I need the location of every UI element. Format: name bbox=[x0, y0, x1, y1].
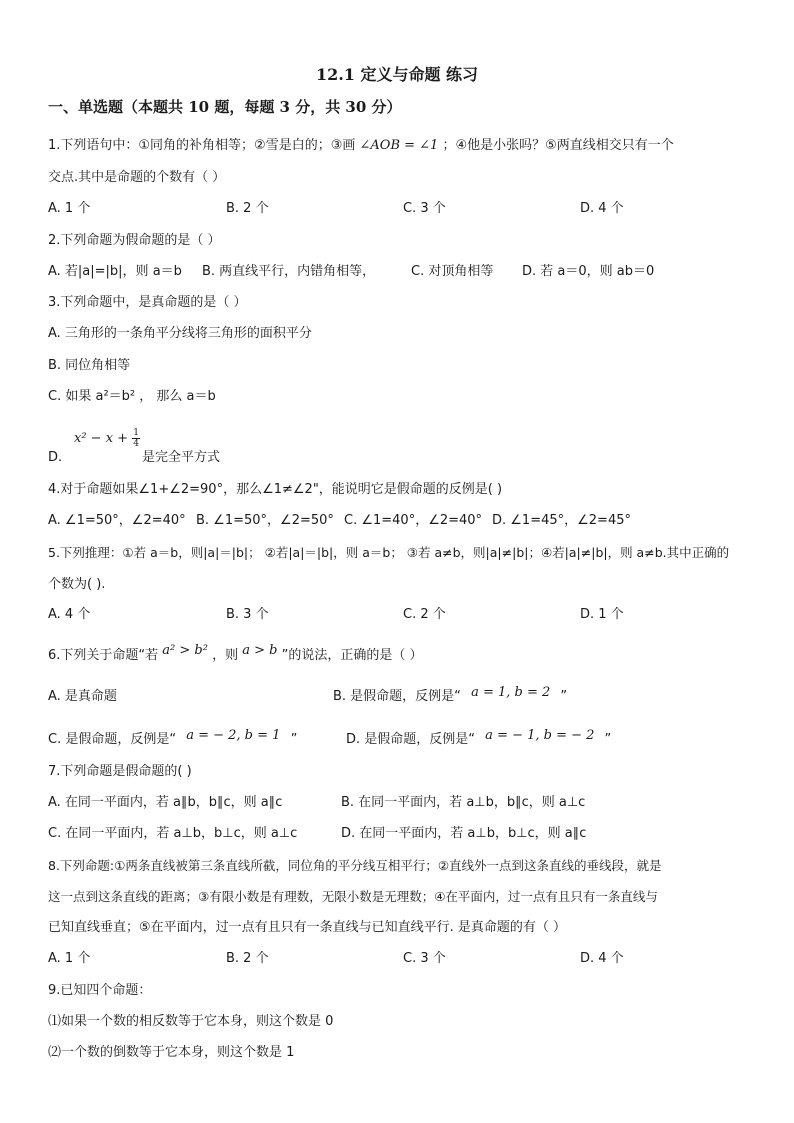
question-8-line-2: 这一点到这条直线的距离；③有限小数是有理数，无限小数是无理数；④在平面内，过一点有且只有一条直线与 bbox=[48, 889, 658, 904]
question-1-stem bbox=[48, 137, 674, 155]
question-3-option-d-label: D. bbox=[48, 450, 63, 465]
question-8-option-d: D. 4 个 bbox=[580, 951, 624, 966]
question-6-option-c bbox=[48, 728, 298, 749]
question-7-option-c: C. 在同一平面内，若 a⊥b，b⊥c，则 a⊥c bbox=[48, 826, 298, 841]
question-4-option-b: B. ∠1=50°，∠2=50° bbox=[196, 513, 334, 528]
fraction-denominator: 4 bbox=[133, 439, 139, 449]
question-6-option-d-quote: ” bbox=[604, 732, 612, 747]
question-7-stem: 7.下列命题是假命题的( ) bbox=[48, 764, 192, 779]
question-7-option-a: A. 在同一平面内，若 a∥b，b∥c，则 a∥c bbox=[48, 795, 283, 810]
question-6-option-b-math: a = 1, b = 2 bbox=[471, 685, 551, 700]
question-8-line-3: 已知直线垂直；⑤在平面内，过一点有且只有一条直线与已知直线平行. 是真命题的有（ ） bbox=[48, 920, 567, 935]
question-6-option-c-quote: ” bbox=[290, 732, 298, 747]
question-1-math: ∠AOB = ∠1 bbox=[359, 138, 439, 153]
question-1-option-c: C. 3 个 bbox=[403, 201, 446, 216]
question-3-option-d-math: x² − x + bbox=[74, 431, 129, 446]
question-6-text-c: ”的说法，正确的是（ ） bbox=[281, 648, 423, 663]
question-8-option-a: A. 1 个 bbox=[48, 951, 91, 966]
question-6-text-a: 6.下列关于命题“若 bbox=[48, 648, 159, 663]
question-3-stem: 3.下列命题中，是真命题的是（ ） bbox=[48, 295, 247, 310]
question-6-option-b bbox=[333, 685, 568, 706]
question-6-option-c-text: C. 是假命题，反例是“ bbox=[48, 732, 177, 747]
question-2-stem: 2.下列命题为假命题的是（ ） bbox=[48, 233, 221, 248]
question-5-option-a: A. 4 个 bbox=[48, 607, 91, 622]
question-3-option-c-text-a: C. 如果 a²＝b² bbox=[48, 389, 136, 404]
question-1-option-d: D. 4 个 bbox=[580, 201, 624, 216]
question-5-option-d: D. 1 个 bbox=[580, 607, 624, 622]
question-8-line-1: 8.下列命题:①两条直线被第三条直线所截，同位角的平分线互相平行；②直线外一点到这条直线的垂线段，就是 bbox=[48, 858, 662, 873]
question-8-option-b: B. 2 个 bbox=[226, 951, 269, 966]
question-3-option-b: B. 同位角相等 bbox=[48, 358, 131, 373]
question-3-option-d-expression bbox=[74, 428, 140, 449]
question-2-option-a: A. 若|a|=|b|，则 a＝b bbox=[48, 264, 182, 279]
fraction-numerator: 1 bbox=[133, 428, 139, 438]
question-8-option-c: C. 3 个 bbox=[403, 951, 446, 966]
question-6-math-2: a > b bbox=[242, 643, 278, 658]
question-5-stem: 5.下列推理：①若 a＝b，则|a|＝|b|； ②若|a|＝|b|，则 a＝b； ③若 a≠b，则|a|≠|b|；④若|a|≠|b|，则 a≠b.其中正确的 bbox=[48, 545, 730, 560]
question-4-option-d: D. ∠1=45°，∠2=45° bbox=[492, 513, 631, 528]
question-1-option-a: A. 1 个 bbox=[48, 201, 91, 216]
question-2-option-d: D. 若 a＝0，则 ab＝0 bbox=[522, 264, 655, 279]
question-9-stem: 9.已知四个命题： bbox=[48, 983, 152, 998]
question-6-option-d-math: a = − 1, b = − 2 bbox=[485, 728, 595, 743]
question-6-option-d bbox=[346, 728, 612, 749]
question-1-stem-cont: 交点.其中是命题的个数有（ ） bbox=[48, 170, 226, 185]
question-6-text-b: ，则 bbox=[212, 648, 239, 663]
question-9-item-1: ⑴如果一个数的相反数等于它本身，则这个数是 0 bbox=[48, 1014, 334, 1029]
question-2-option-b: B. 两直线平行，内错角相等， bbox=[202, 264, 376, 279]
question-6-option-b-quote: ” bbox=[560, 689, 568, 704]
question-6-option-d-text: D. 是假命题，反例是“ bbox=[346, 732, 476, 747]
question-2-option-c: C. 对顶角相等 bbox=[411, 264, 494, 279]
question-1-option-b: B. 2 个 bbox=[226, 201, 269, 216]
question-5-stem-cont: 个数为( ). bbox=[48, 577, 106, 592]
question-4-option-c: C. ∠1=40°，∠2=40° bbox=[344, 513, 483, 528]
question-4-stem: 4.对于命题如果∠1+∠2=90°，那么∠1≠∠2"，能说明它是假命题的反例是( ) bbox=[48, 482, 503, 497]
question-3-option-a: A. 三角形的一条角平分线将三角形的面积平分 bbox=[48, 326, 312, 341]
question-6-stem bbox=[48, 643, 423, 665]
question-1-text-b: ；④他是小张吗？⑤两直线相交只有一个 bbox=[442, 138, 674, 153]
question-6-option-b-text: B. 是假命题，反例是“ bbox=[333, 689, 461, 704]
question-3-option-d-text: 是完全平方式 bbox=[142, 450, 221, 465]
question-6-math-1: a² > b² bbox=[162, 643, 208, 658]
question-3-option-c bbox=[48, 388, 216, 406]
page-title: 12.1 定义与命题 练习 bbox=[315, 65, 479, 84]
question-5-option-b: B. 3 个 bbox=[226, 607, 269, 622]
fraction-one-quarter bbox=[132, 428, 140, 449]
question-9-item-2: ⑵一个数的倒数等于它本身，则这个数是 1 bbox=[48, 1045, 295, 1060]
question-7-option-b: B. 在同一平面内，若 a⊥b，b∥c，则 a⊥c bbox=[341, 795, 586, 810]
question-7-option-d: D. 在同一平面内，若 a⊥b，b⊥c，则 a∥c bbox=[341, 826, 587, 841]
question-1-text-a: 1.下列语句中：①同角的补角相等；②雪是白的；③画 bbox=[48, 138, 356, 153]
question-6-option-a: A. 是真命题 bbox=[48, 689, 117, 704]
question-5-option-c: C. 2 个 bbox=[403, 607, 446, 622]
question-6-option-c-math: a = − 2, b = 1 bbox=[186, 728, 281, 743]
question-3-option-c-text-b: ， 那么 a＝b bbox=[139, 389, 216, 404]
section-heading: 一、单选题（本题共 10 题，每题 3 分，共 30 分） bbox=[48, 98, 402, 116]
question-4-option-a: A. ∠1=50°，∠2=40° bbox=[48, 513, 186, 528]
